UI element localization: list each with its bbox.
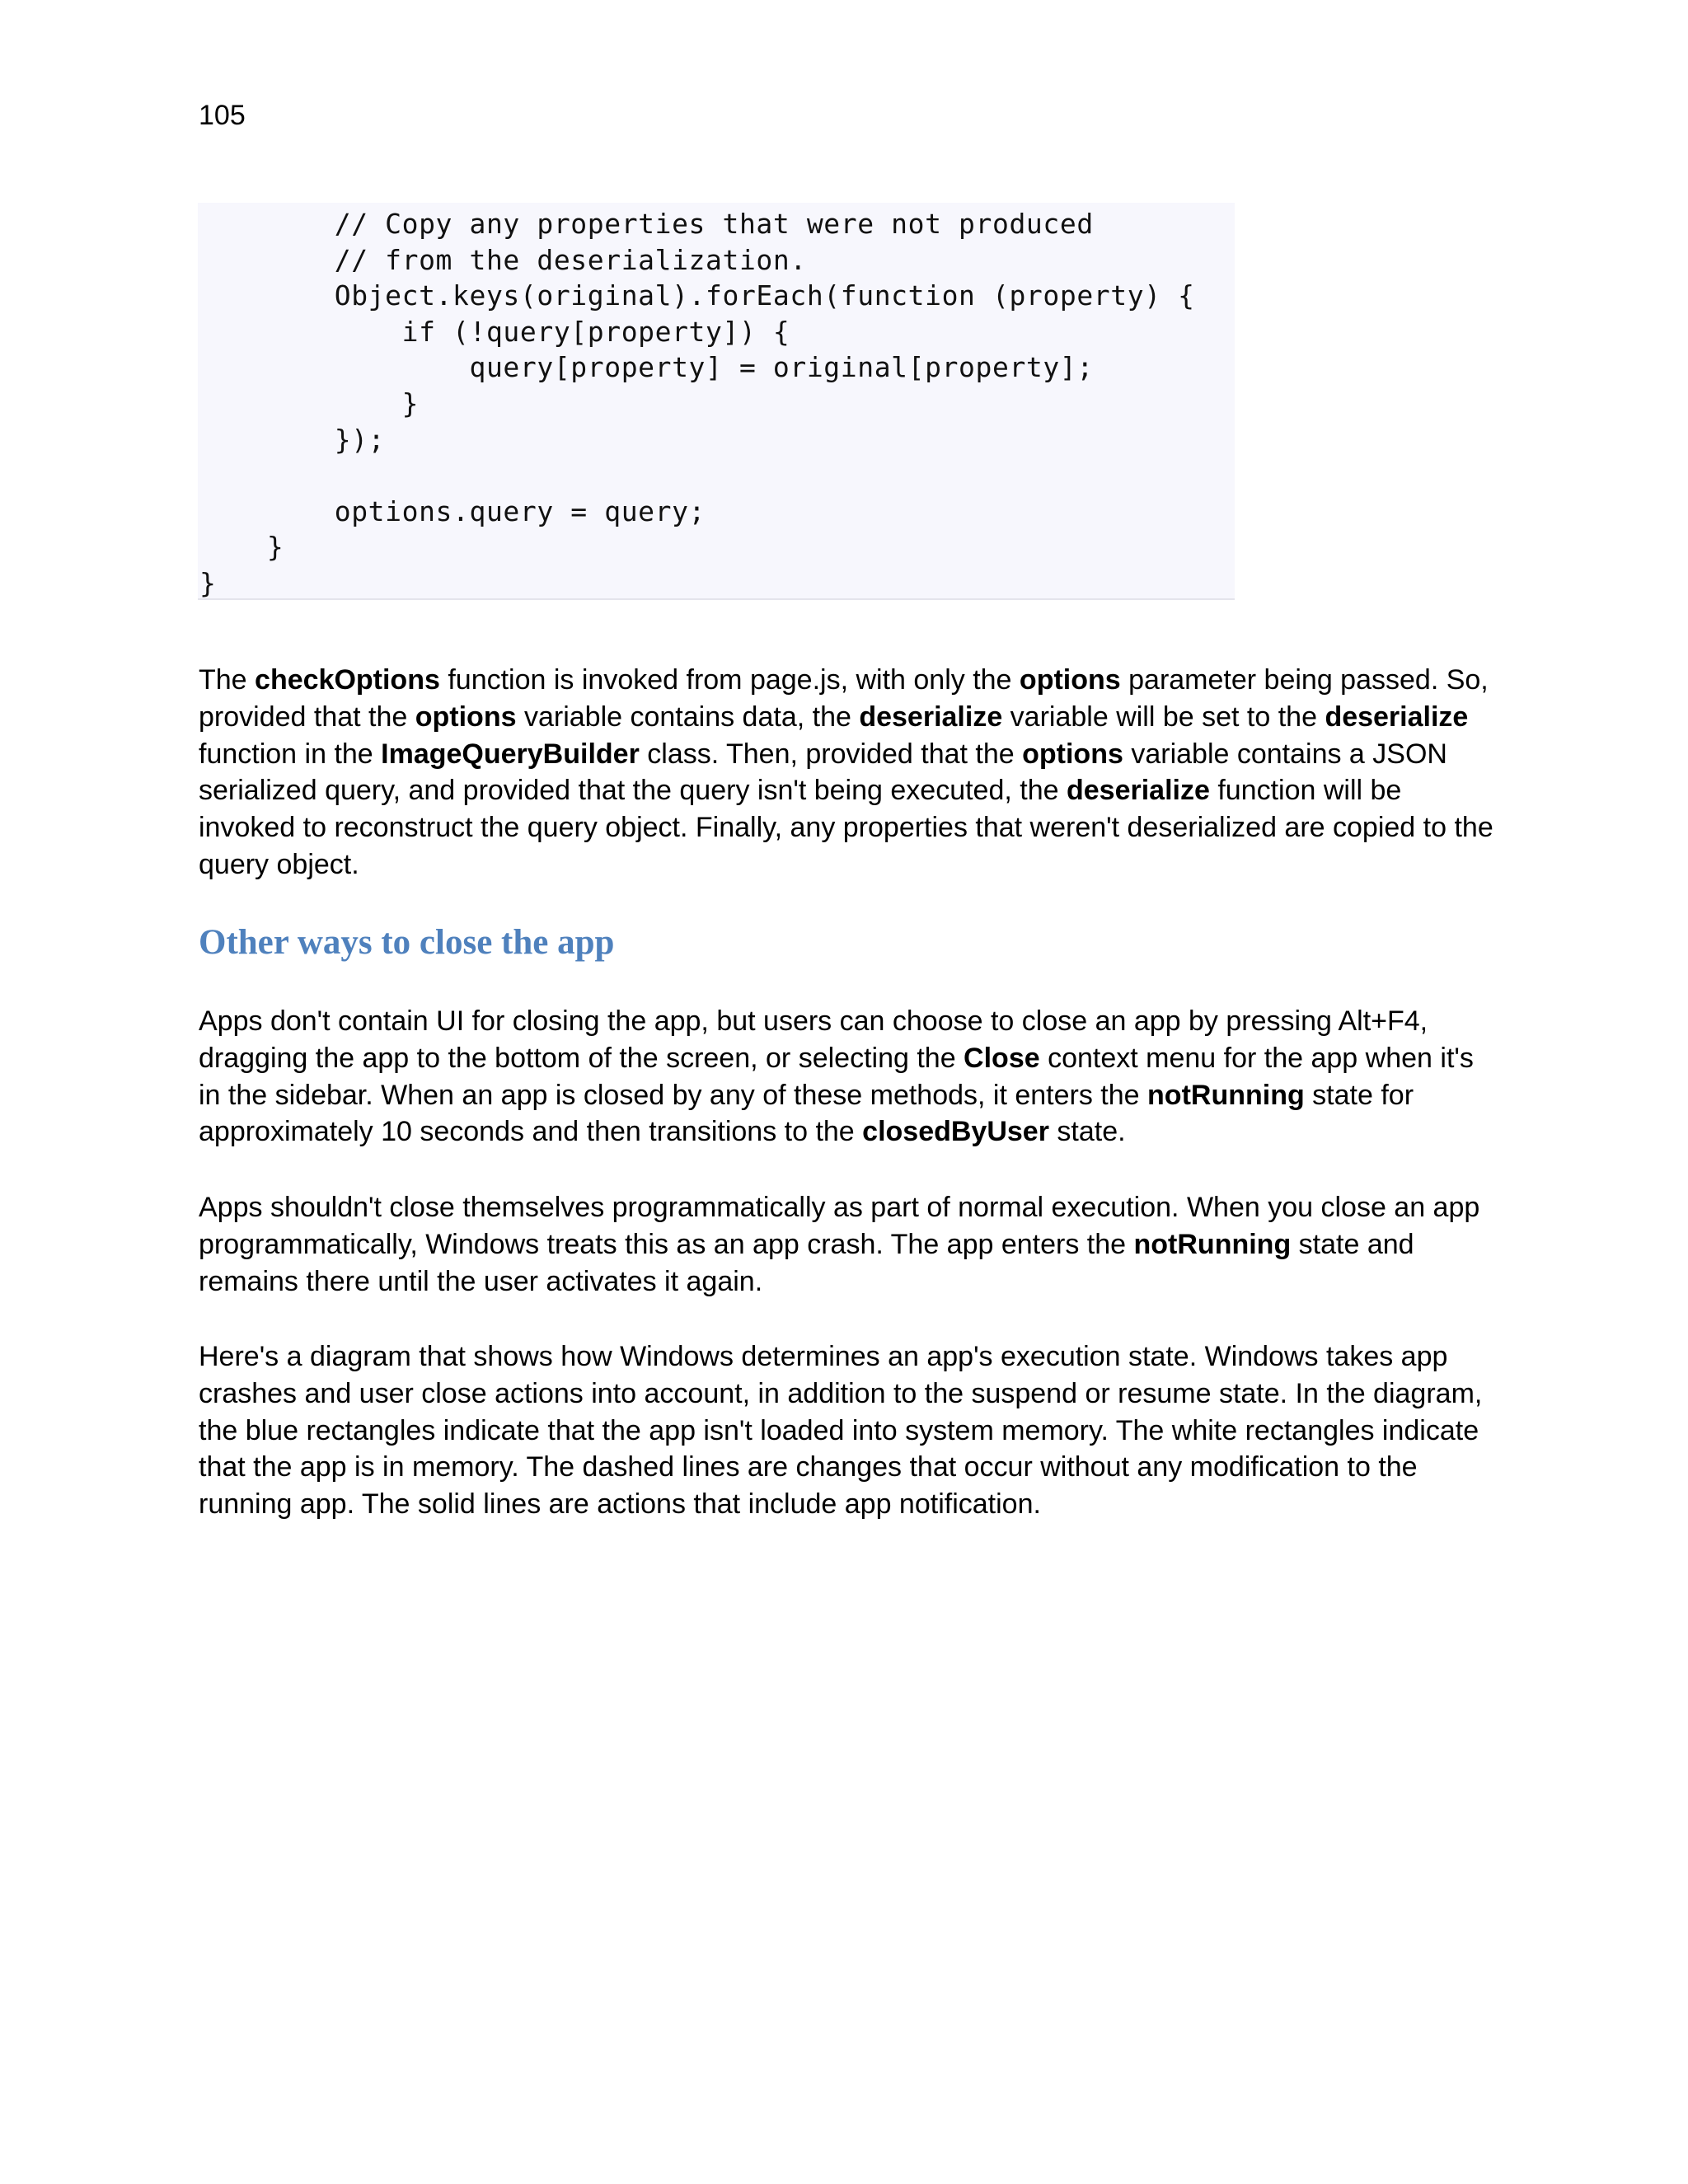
code-line: } <box>199 387 420 419</box>
code-line: } <box>199 566 217 599</box>
code-listing <box>199 206 1195 602</box>
code-block <box>198 203 1235 600</box>
code-line: // Copy any properties that were not produced <box>199 208 1094 240</box>
code-line: options.query = query; <box>199 494 706 527</box>
section-heading: Other ways to close the app <box>199 923 615 962</box>
code-line: } <box>199 531 284 564</box>
code-line: query[property] = original[property]; <box>199 351 1094 384</box>
paragraph-close-methods: Apps don't contain UI for closing the app, but users can choose to close an app by pressing Alt+F4, dragging the app to the bottom of the screen, or selecting the Close context menu for the app when it's in the sidebar. When an app is closed by any of these methods, it enters the notRunning state for approximately 10 seconds and then transitions to the closedByUser state. <box>199 1005 1474 1148</box>
paragraph-diagram-description: Here's a diagram that shows how Windows determines an app's execution state. Windows takes app crashes and user close actions into account, in addition to the suspend or resume state. In the diagram, the blue rectangles indicate that the app isn't loaded into system memory. The white rectangles indicate that the app is in memory. The dashed lines are changes that occur without any modification to the running app. The solid lines are actions that include app notification. <box>199 1341 1483 1521</box>
code-line <box>199 457 1195 494</box>
page-number: 105 <box>199 100 246 131</box>
code-line: if (!query[property]) { <box>199 315 790 348</box>
code-line: Object.keys(original).forEach(function (property) { <box>199 279 1195 312</box>
code-line: // from the deserialization. <box>199 243 807 276</box>
paragraph-check-options: The checkOptions function is invoked from page.js, with only the options parameter being passed. So, provided that the options variable contains data, the deserialize variable will be set to the deserialize function in the ImageQueryBuilder class. Then, provided that the options variable contains a JSON serialized query, and provided that the query isn't being executed, the deserialize function will be invoked to reconstruct the query object. Finally, any properties that weren't deserialized are copied to the query object. <box>199 664 1493 880</box>
paragraph-programmatic-close: Apps shouldn't close themselves programmatically as part of normal execution. When you close an app programmatically, Windows treats this as an app crash. The app enters the notRunning state and remains there until the user activates it again. <box>199 1192 1480 1297</box>
code-line: }); <box>199 423 386 456</box>
